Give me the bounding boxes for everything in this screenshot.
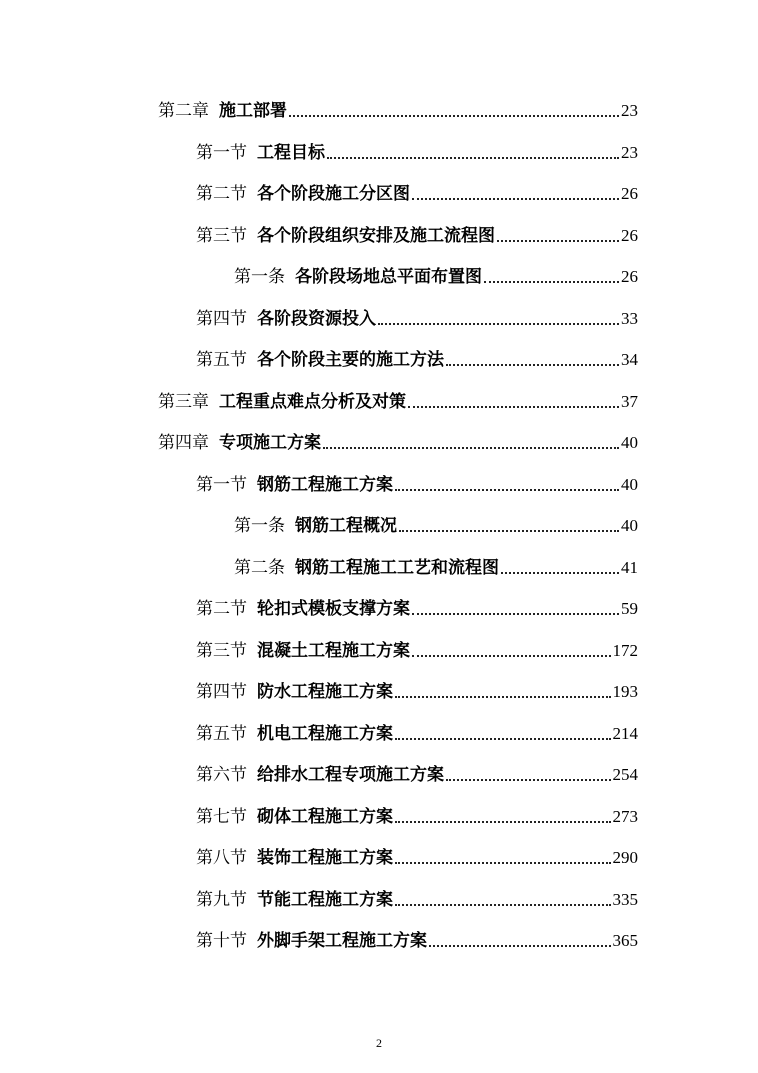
toc-entry[interactable] bbox=[234, 551, 638, 579]
toc-entry[interactable] bbox=[196, 800, 638, 828]
toc-entry-title: 各个阶段组织安排及施工流程图 bbox=[257, 225, 495, 246]
toc-entry-number: 第六节 bbox=[196, 765, 247, 785]
toc-entry-title: 施工部署 bbox=[219, 101, 287, 121]
toc-entry[interactable] bbox=[158, 426, 638, 454]
dot-leader bbox=[446, 363, 619, 366]
toc-entry[interactable] bbox=[196, 924, 638, 952]
toc-entry-title: 工程重点难点分析及对策 bbox=[219, 391, 406, 412]
dot-leader bbox=[327, 156, 619, 159]
dot-leader bbox=[412, 612, 619, 615]
toc-entry-page: 214 bbox=[612, 723, 638, 743]
toc-entry[interactable] bbox=[158, 385, 638, 413]
toc-entry-number: 第三节 bbox=[196, 640, 247, 661]
toc-entry-title: 各阶段场地总平面布置图 bbox=[295, 267, 482, 287]
toc-entry-number: 第一节 bbox=[196, 474, 247, 495]
dot-leader bbox=[399, 529, 619, 532]
toc-entry[interactable] bbox=[196, 758, 638, 786]
toc-entry[interactable] bbox=[196, 136, 638, 164]
toc-entry-number: 第三章 bbox=[158, 391, 209, 412]
dot-leader bbox=[497, 239, 619, 242]
toc-entry-title: 装饰工程施工方案 bbox=[257, 848, 393, 868]
toc-entry[interactable] bbox=[196, 468, 638, 496]
toc-entry-title: 钢筋工程施工方案 bbox=[257, 474, 393, 495]
toc-entry-number: 第五节 bbox=[196, 723, 247, 744]
toc-entry[interactable] bbox=[196, 302, 638, 330]
toc-entry-title: 钢筋工程施工工艺和流程图 bbox=[295, 557, 499, 578]
toc-entry-page: 26 bbox=[621, 184, 638, 203]
toc-entry[interactable] bbox=[196, 841, 638, 869]
toc-entry-number: 第十节 bbox=[196, 931, 247, 951]
toc-entry-page: 23 bbox=[621, 101, 638, 120]
dot-leader bbox=[484, 280, 619, 283]
toc-entry-number: 第四节 bbox=[196, 682, 247, 702]
dot-leader bbox=[408, 405, 619, 408]
toc-entry-number: 第二节 bbox=[196, 184, 247, 204]
toc-entry-title: 节能工程施工方案 bbox=[257, 889, 393, 910]
toc-entry-title: 各阶段资源投入 bbox=[257, 308, 376, 329]
toc-entry-title: 机电工程施工方案 bbox=[257, 723, 393, 744]
toc-entry-page: 254 bbox=[612, 765, 638, 784]
toc-entry[interactable] bbox=[196, 634, 638, 662]
toc-entry-title: 外脚手架工程施工方案 bbox=[257, 931, 427, 951]
toc-entry-page: 37 bbox=[621, 391, 638, 411]
toc-entry-page: 40 bbox=[621, 433, 638, 452]
toc-entry-number: 第二条 bbox=[234, 557, 285, 578]
toc-entry-title: 给排水工程专项施工方案 bbox=[257, 765, 444, 785]
dot-leader bbox=[501, 571, 619, 574]
toc-entry-title: 工程目标 bbox=[257, 142, 325, 163]
toc-entry-page: 26 bbox=[621, 225, 638, 245]
toc-entry-page: 41 bbox=[621, 557, 638, 577]
toc-entry-number: 第七节 bbox=[196, 806, 247, 827]
toc-entry[interactable] bbox=[196, 717, 638, 745]
toc-entry-number: 第三节 bbox=[196, 225, 247, 246]
dot-leader bbox=[395, 820, 611, 823]
toc-entry-title: 防水工程施工方案 bbox=[257, 682, 393, 702]
toc-entry-title: 专项施工方案 bbox=[219, 433, 321, 453]
dot-leader bbox=[395, 861, 611, 864]
dot-leader bbox=[395, 695, 611, 698]
toc-entry-number: 第八节 bbox=[196, 848, 247, 868]
toc-entry-page: 365 bbox=[612, 931, 638, 950]
toc-entry-number: 第九节 bbox=[196, 889, 247, 910]
dot-leader bbox=[412, 654, 611, 657]
toc-entry[interactable] bbox=[234, 260, 638, 288]
dot-leader bbox=[378, 322, 619, 325]
toc-entry-page: 33 bbox=[621, 308, 638, 328]
toc-entry-page: 172 bbox=[612, 640, 638, 660]
toc-entry-title: 砌体工程施工方案 bbox=[257, 806, 393, 827]
dot-leader bbox=[395, 488, 619, 491]
toc-entry[interactable] bbox=[196, 883, 638, 911]
dot-leader bbox=[429, 944, 611, 947]
toc-entry[interactable] bbox=[196, 343, 638, 371]
toc-entry-number: 第四章 bbox=[158, 433, 209, 453]
toc-entry[interactable] bbox=[158, 94, 638, 122]
toc-entry[interactable] bbox=[196, 219, 638, 247]
toc-entry-page: 40 bbox=[621, 516, 638, 535]
toc-entry-page: 273 bbox=[612, 806, 638, 826]
toc-entry-page: 290 bbox=[612, 848, 638, 867]
toc-entry-page: 34 bbox=[621, 350, 638, 369]
toc-entry-number: 第一条 bbox=[234, 516, 285, 536]
toc-entry[interactable] bbox=[196, 592, 638, 620]
toc-entry-page: 40 bbox=[621, 474, 638, 494]
toc-entry-title: 轮扣式模板支撑方案 bbox=[257, 599, 410, 619]
dot-leader bbox=[412, 197, 619, 200]
toc-entry-page: 335 bbox=[612, 889, 638, 909]
toc-entry-page: 26 bbox=[621, 267, 638, 286]
toc-entry[interactable] bbox=[196, 675, 638, 703]
dot-leader bbox=[395, 903, 611, 906]
dot-leader bbox=[289, 114, 619, 117]
dot-leader bbox=[395, 737, 611, 740]
toc-entry-title: 混凝土工程施工方案 bbox=[257, 640, 410, 661]
toc-entry-page: 193 bbox=[612, 682, 638, 701]
toc-entry-title: 各个阶段施工分区图 bbox=[257, 184, 410, 204]
dot-leader bbox=[323, 446, 619, 449]
toc-entry-title: 钢筋工程概况 bbox=[295, 516, 397, 536]
toc-entry-number: 第五节 bbox=[196, 350, 247, 370]
toc-entry-number: 第二节 bbox=[196, 599, 247, 619]
toc-entry-number: 第一节 bbox=[196, 142, 247, 163]
toc-entry-number: 第一条 bbox=[234, 267, 285, 287]
toc-entry-page: 59 bbox=[621, 599, 638, 618]
toc-entry-number: 第二章 bbox=[158, 101, 209, 121]
toc-entry-page: 23 bbox=[621, 142, 638, 162]
toc-entry-number: 第四节 bbox=[196, 308, 247, 329]
toc-entry[interactable] bbox=[196, 177, 638, 205]
toc-entry[interactable] bbox=[234, 509, 638, 537]
toc-entry-title: 各个阶段主要的施工方法 bbox=[257, 350, 444, 370]
dot-leader bbox=[446, 778, 611, 781]
page-number-footer: 2 bbox=[376, 1036, 382, 1050]
